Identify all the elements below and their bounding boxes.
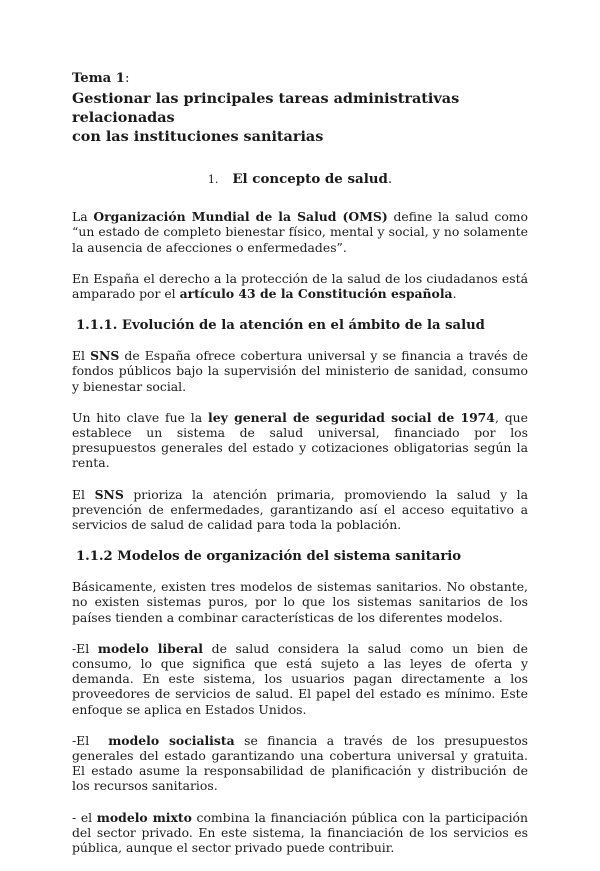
p9-text-a: - el bbox=[72, 809, 97, 825]
p2-text-c: . bbox=[452, 286, 457, 302]
paragraph-sns-atencion-primaria bbox=[72, 487, 528, 533]
p7-text-c: de salud considera la salud como un bien de consumo, lo que significa que está sujeto a las leyes de oferta y demanda. En este sistema, los usuarios pagan directamente a los proveedores de servicios de salud. El papel del estado es mínimo. Este enfoque se aplica en Estados Unidos. bbox=[72, 640, 528, 717]
document-title bbox=[72, 89, 528, 146]
p4-bold: ley general de seguridad social de 1974 bbox=[208, 409, 495, 425]
p4-text-a: Un hito clave fue la bbox=[72, 409, 209, 425]
document-title-line1: Gestionar las principales tareas administrativas relacionadas bbox=[72, 90, 460, 126]
p1-text-a: La bbox=[72, 209, 94, 225]
paragraph-oms bbox=[72, 209, 528, 255]
p1-bold: Organización Mundial de la Salud (OMS) bbox=[93, 209, 388, 225]
subsection-heading-evolucion: 1.1.1. Evolución de la atención en el ámbito de la salud bbox=[76, 318, 485, 334]
section-heading-1 bbox=[72, 172, 528, 187]
p8-text-a: -El bbox=[72, 732, 109, 748]
paragraph-ley-1974 bbox=[72, 410, 528, 471]
p3-text-c: de España ofrece cobertura universal y se financia a través de fondos públicos bajo la supervisión del ministerio de sanidad, consumo y bienestar social. bbox=[72, 348, 528, 394]
p7-bold: modelo liberal bbox=[97, 640, 203, 656]
paragraph-modelo-socialista bbox=[72, 733, 528, 794]
p1-text-c: define la salud como “un estado de completo bienestar físico, mental y social, y no solamente la ausencia de afecciones o enfermedades”. bbox=[72, 209, 528, 255]
tema-label bbox=[72, 70, 528, 87]
p3-text-a: El bbox=[72, 348, 91, 364]
p3-bold: SNS bbox=[90, 348, 120, 364]
subsection-heading-modelos: 1.1.2 Modelos de organización del sistema sanitario bbox=[76, 549, 462, 565]
p8-text-c: se financia a través de los presupuestos generales del estado garantizando una cobertura universal y gratuita. El estado asume la responsabilidad de planificación y distribución de los recursos sanitarios. bbox=[72, 732, 529, 794]
document-title-line2: con las instituciones sanitarias bbox=[72, 128, 324, 145]
tema-number: Tema 1 bbox=[72, 71, 125, 86]
p5-text-c: prioriza la atención primaria, promoviendo la salud y la prevención de enfermedades, garantizando así el acceso equitativo a servicios de salud de calidad para toda la población. bbox=[72, 486, 528, 533]
tema-colon: : bbox=[124, 71, 130, 86]
paragraph-sns-cobertura bbox=[72, 348, 528, 394]
paragraph-constitucion bbox=[72, 271, 528, 301]
p8-bold: modelo socialista bbox=[108, 732, 235, 748]
paragraph-modelos-intro: Básicamente, existen tres modelos de sistemas sanitarios. No obstante, no existen sistemas puros, por lo que los sistemas sanitarios de los países tienden a combinar características de los diferentes modelos. bbox=[72, 579, 528, 625]
paragraph-modelo-mixto bbox=[72, 810, 528, 856]
p2-text-a: En España el derecho a la protección de la salud de los ciudadanos está amparado por el bbox=[72, 270, 528, 302]
section-title-dot: . bbox=[387, 172, 393, 187]
p4-text-c: , que establece un sistema de salud universal, financiado por los presupuestos generales del estado y cotizaciones obligatorias según la renta. bbox=[72, 409, 528, 471]
section-title: El concepto de salud bbox=[232, 171, 388, 187]
section-number: 1. bbox=[207, 173, 219, 186]
p7-text-a: -El bbox=[72, 640, 98, 656]
p2-bold: artículo 43 de la Constitución española bbox=[179, 286, 453, 302]
p5-bold: SNS bbox=[94, 486, 124, 502]
p9-text-c: combina la financiación pública con la participación del sector privado. En este sistema, la financiación de los servicios es pública, aunque el sector privado puede contribuir. bbox=[72, 809, 528, 856]
p5-text-a: El bbox=[72, 486, 95, 502]
document-page bbox=[72, 70, 528, 871]
p9-bold: modelo mixto bbox=[96, 809, 192, 825]
paragraph-modelo-liberal bbox=[72, 641, 528, 717]
